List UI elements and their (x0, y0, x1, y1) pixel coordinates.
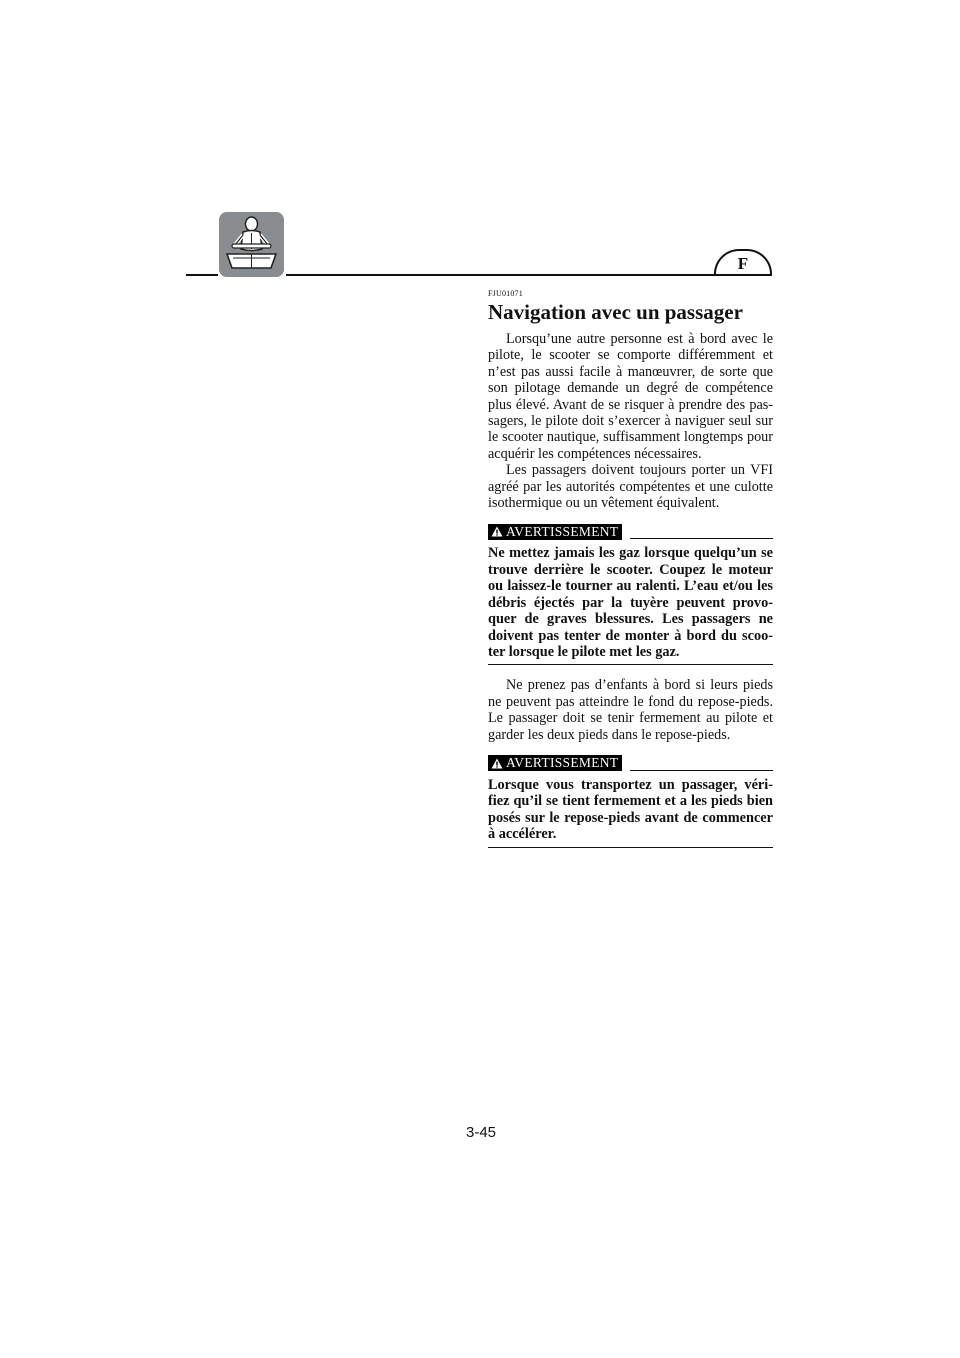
warning-label-text: AVERTISSEMENT (506, 755, 619, 771)
paragraph-3: Ne prenez pas d’enfants à bord si leurs pieds ne peuvent pas atteindre le fond du repose-pieds. Le passager doit se tenir fermement au pilote et garder les deux pieds dans le repose-pieds. (488, 677, 773, 743)
warning-label-text: AVERTISSEMENT (506, 523, 619, 539)
warning-rule (630, 538, 773, 539)
paragraph-2: Les passagers doivent toujours porter un VFI agréé par les autorités compétentes et une culotte isothermique ou un vêtement équivalent. (488, 462, 773, 512)
warning-box-2 (488, 755, 773, 848)
warning-triangle-icon (491, 758, 503, 769)
warning-header (488, 523, 773, 540)
warning-text-2: Lorsque vous transportez un passager, véri-fiez qu’il se tient fermement et a les pieds bien posés sur le repose-pieds avant de commencer à accélérer. (488, 777, 773, 848)
header-rule-right (286, 274, 772, 276)
section-content (488, 289, 773, 848)
page-number: 3-45 (466, 1124, 497, 1141)
warning-box-1 (488, 523, 773, 665)
section-code: FJU01071 (488, 289, 523, 298)
language-badge: F (714, 249, 772, 274)
warning-header (488, 755, 773, 772)
personal-watercraft-rider-icon (219, 212, 284, 277)
warning-triangle-icon (491, 526, 503, 537)
warning-rule (630, 770, 773, 771)
section-title: Navigation avec un passager (488, 300, 743, 324)
spacer (488, 665, 773, 677)
warning-label (488, 755, 622, 771)
warning-label (488, 524, 622, 540)
warning-text-1: Ne mettez jamais les gaz lorsque quelqu’un se trouve derrière le scooter. Coupez le moteur ou laissez-le tourner au ralenti. L’eau et/ou les débris éjectés par la tuyère peuvent provo-quer de graves blessures. Les passagers ne doivent pas tenter de monter à bord du scoo-ter lorsque le pilote met les gaz. (488, 545, 773, 665)
header-rule-left (186, 274, 218, 276)
paragraph-1: Lorsqu’une autre personne est à bord avec le pilote, le scooter se comporte différemment et n’est pas aussi facile à manœuvrer, de sorte que son pilotage demande un degré de compétence plus élevé. Avant de se risquer à prendre des pas-sagers, le pilote doit s’exercer à naviguer seul sur le scooter nautique, suffisamment longtemps pour acquérir les compétences nécessaires. (488, 331, 773, 462)
